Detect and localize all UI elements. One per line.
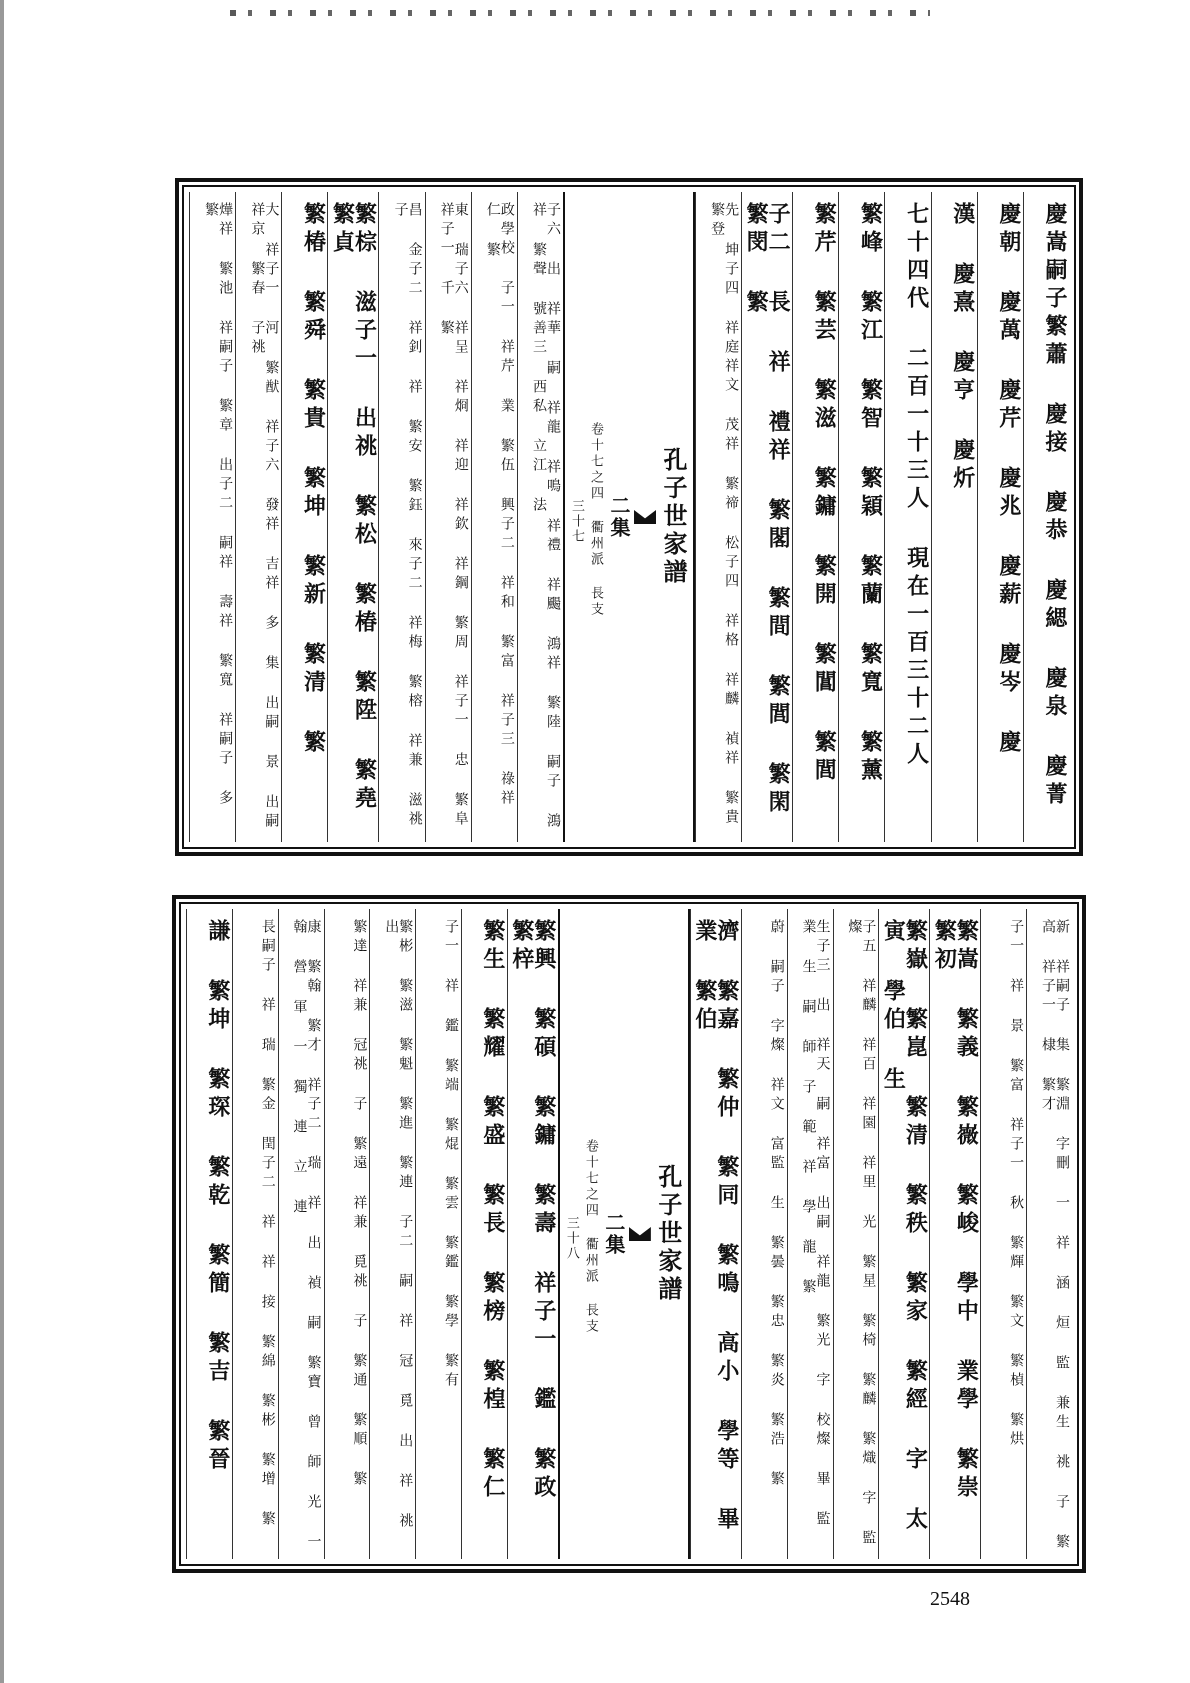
text-column-left-3: 子一 祥 鑑 繁端 繁焜 繁雲 繁鑑 繁學 繁有 (415, 909, 461, 1559)
text-column-right-1: 新 祥嗣子 集 繁淵 字刪 一 祥 涵 烜 監 兼生 祧 子 繁高 祥子一 棣 繁才 (1026, 909, 1072, 1559)
genealogy-page-upper (175, 178, 1083, 856)
folio-number: 2548 (930, 1588, 970, 1610)
text-column-right-4: 繁嶽 繁崑 繁清 繁秩 繁家 繁經 字 太寅 學伯 生 (878, 909, 929, 1559)
text-column-right-3: 漢 慶熹 慶亨 慶炘 (931, 192, 977, 842)
top-scan-fragment (230, 10, 930, 16)
fishtail-mark (634, 510, 656, 524)
genealogy-page-lower (172, 895, 1086, 1573)
volume-label: 卷十七之四 衢州派 長支 (588, 422, 604, 618)
book-title: 孔子世家譜 (659, 447, 689, 587)
text-column-left-6: 康 繁翰 繁才 祥子二 瑞 祥 出 禎 嗣 繁寶 曾 師 光 一 翰 營 軍 一 獨 連 立 連 (278, 909, 324, 1559)
text-column-right-8: 濟 繁嘉 繁仲 繁同 繁鳴 高小 學等 畢業 繁伯 (690, 909, 741, 1559)
column-group-lower (186, 909, 1072, 1574)
page-number: 三十七 (569, 498, 585, 544)
text-column-left-3: 東 瑞子六 祥呈 祥烱 祥迎 祥欽 祥鋼 繁周 祥子一 忠 繁阜 祥子一 千 繁 (425, 192, 471, 842)
text-column-right-6: 繁芹 繁芸 繁滋 繁鏞 繁開 繁閶 繁閭 (792, 192, 838, 842)
text-column-left-4: 繁彬 繁滋 繁魁 繁進 繁連 子二 嗣 祥 冠 覓 出 祥 祧 出 (369, 909, 415, 1559)
series-label: 二集 (601, 1212, 626, 1256)
column-group-upper (189, 192, 1069, 853)
text-column-left-7: 大 祥子一 河 繁猷 祥子六 發祥 吉祥 多 集 出嗣 景 出嗣 祥京 繁春 子祧 (235, 192, 281, 842)
text-column-left-1: 繁興 繁碩 繁鏞 繁壽 祥子一 鑑 繁政 繁梓 (507, 909, 558, 1559)
scan-edge (0, 0, 4, 1683)
text-column-left-8: 謙 繁坤 繁琛 繁乾 繁簡 繁吉 繁晉 (186, 909, 232, 1559)
text-column-right-8: 先 坤子四 祥庭祥文 茂祥 繁禘 松子四 祥格 祥麟 禎祥 繁貴 繁登 (695, 192, 741, 842)
volume-label: 卷十七之四 衢州派 長支 (582, 1139, 598, 1335)
text-column-right-7: 子二 長 祥 禮祥 繁閣 繁間 繁閭 繁閑 繁閔 繁 (741, 192, 792, 842)
text-column-right-2: 子一 祥 景 繁富 祥子一 秋 繁輝 繁文 繁楨 繁烘 (980, 909, 1026, 1559)
page-center-strip (563, 192, 695, 842)
page-number: 三十八 (563, 1215, 579, 1261)
text-column-right-1: 慶嵩嗣子繁蕭 慶接 慶恭 慶緦 慶泉 慶菁 (1023, 192, 1069, 842)
text-column-right-7: 蔚 嗣子 字燦 祥文 富監 生 繁曇 繁忠 繁炎 繁浩 繁 (741, 909, 787, 1559)
text-column-left-7: 長嗣子 祥 瑞 繁金 閏子二 祥 祥 接 繁綿 繁彬 繁增 繁 (232, 909, 278, 1559)
text-column-right-3: 繁嵩 繁義 繁嶶 繁峻 學中 業學 繁崇 繁初 (929, 909, 980, 1559)
text-column-left-8: 燁祥 繁池 祥嗣子 繁章 出子二 嗣祥 壽祥 繁寬 祥嗣子 多 繁 (189, 192, 235, 842)
text-column-left-6: 繁椿 繁舜 繁貴 繁坤 繁新 繁清 繁 (281, 192, 327, 842)
text-column-left-2: 繁生 繁耀 繁盛 繁長 繁榜 繁楻 繁仁 (461, 909, 507, 1559)
text-column-right-2: 慶朝 慶萬 慶芹 慶兆 慶薪 慶岑 慶 (977, 192, 1023, 842)
text-column-right-5: 繁峰 繁江 繁智 繁穎 繁蘭 繁寬 繁薰 (838, 192, 884, 842)
text-column-left-2: 政學校 子一 祥芹 業 繁伍 興子二 祥和 繁富 祥子三 祿祥 仁 繁 (471, 192, 517, 842)
text-column-left-1: 子六 出 祥華 嗣 祥龍 祥鳴 祥禮 祥颺 鴻祥 繁陸 嗣子 鴻祥 繁聲 號善三 西私 立江 法 (517, 192, 563, 842)
text-column-left-4: 昌 金子二 祥釗 祥 繁安 繁鈺 來子二 祥梅 繁榕 祥兼 滋祧 子 (378, 192, 424, 842)
fishtail-mark (629, 1227, 651, 1241)
series-label: 二集 (607, 495, 632, 539)
book-title: 孔子世家譜 (653, 1164, 683, 1304)
text-column-left-5: 繁達 祥兼 冠祧 子 繁遠 祥兼 覓祧 子 繁通 繁順 繁 (324, 909, 370, 1559)
text-column-right-5: 子五 祥麟 祥百 祥園 祥里 光 繁星 繁椅 繁麟 繁熾 字 監燦 (833, 909, 879, 1559)
page-center-strip (558, 909, 690, 1559)
text-column-right-6: 生子三 出 祥天 嗣 祥富 出嗣 祥龍 繁光 字 校燦 畢 監 業 生 嗣 師 子 範 祥 學 龍 繁 (787, 909, 833, 1559)
text-column-right-4: 七十四代 二百一十三人 現在一百三十二人 (884, 192, 930, 842)
text-column-left-5: 繁棕 滋子一 出祧 繁松 繁椿 繁陞 繁堯 繁貞 (327, 192, 378, 842)
